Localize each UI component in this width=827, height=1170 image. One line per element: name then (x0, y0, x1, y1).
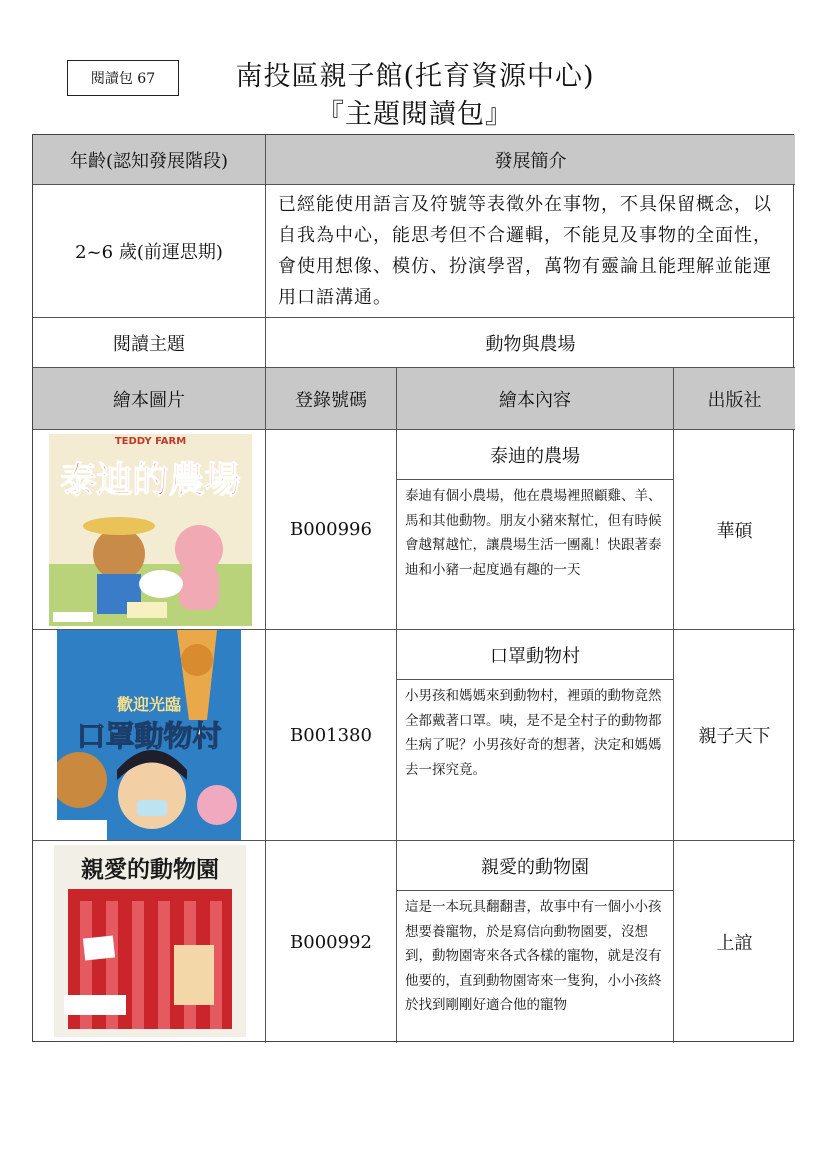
cover-title: 泰迪的農場 (60, 460, 241, 501)
col-header-cover: 繪本圖片 (33, 368, 266, 430)
page-title: 南投區親子館(托育資源中心) (235, 61, 595, 92)
theme-label: 閱讀主題 (33, 318, 266, 368)
col-header-id: 登錄號碼 (266, 368, 397, 430)
theme-value: 動物與農場 (266, 318, 795, 368)
book-id: B000996 (266, 430, 397, 630)
col-header-content: 繪本內容 (397, 368, 674, 430)
book-title: 親愛的動物園 (397, 841, 674, 891)
book-cover-cell (33, 841, 266, 1043)
col-header-publisher: 出版社 (674, 368, 795, 430)
book-cover-image (49, 434, 252, 626)
book-publisher: 親子天下 (674, 630, 795, 841)
age-header: 年齡(認知發展階段) (33, 135, 266, 185)
intro-header: 發展簡介 (266, 135, 795, 185)
cover-title: 親愛的動物園 (81, 857, 219, 883)
book-title: 口罩動物村 (397, 630, 674, 680)
cover-subtitle: 歡迎光臨 (116, 695, 181, 714)
book-id: B001380 (266, 630, 397, 841)
book-description: 泰迪有個小農場，他在農場裡照顧雞、羊、馬和其他動物。朋友小豬來幫忙，但有時候會越幫越忙，讓農場生活一團亂！快跟著泰迪和小豬一起度過有趣的一天 (397, 480, 674, 630)
age-value: 2~6 歲(前運思期) (33, 185, 266, 318)
book-cover-cell (33, 630, 266, 841)
intro-text: 已經能使用語言及符號等表徵外在事物，不具保留概念，以自我為中心，能思考但不合邏輯，不能見及事物的全面性，會使用想像、模仿、扮演學習，萬物有靈論且能理解並能運用口語溝通。 (266, 185, 795, 318)
cover-subtitle: TEDDY FARM (114, 436, 187, 447)
book-cover-cell (33, 430, 266, 630)
reading-pack-table (32, 134, 794, 1042)
cover-title: 口罩動物村 (76, 719, 222, 753)
page-subtitle: 『主題閱讀包』 (317, 99, 513, 130)
book-description: 小男孩和媽媽來到動物村，裡頭的動物竟然全都戴著口罩。咦，是不是全村子的動物都生病了呢？小男孩好奇的想著，決定和媽媽去一探究竟。 (397, 680, 674, 841)
book-description: 這是一本玩具翻翻書，故事中有一個小小孩想要養寵物，於是寫信向動物園要，沒想到，動物園寄來各式各樣的寵物，就是沒有他要的，直到動物園寄來一隻狗，小小孩終於找到剛剛好適合他的寵物 (397, 891, 674, 1043)
book-publisher: 上誼 (716, 933, 753, 954)
book-title: 泰迪的農場 (397, 430, 674, 480)
book-cover-image (57, 630, 241, 840)
book-publisher: 華碩 (674, 430, 795, 630)
book-cover-image (54, 845, 246, 1037)
pack-label: 閱讀包 67 (67, 60, 179, 96)
book-id: B000992 (266, 841, 397, 1043)
